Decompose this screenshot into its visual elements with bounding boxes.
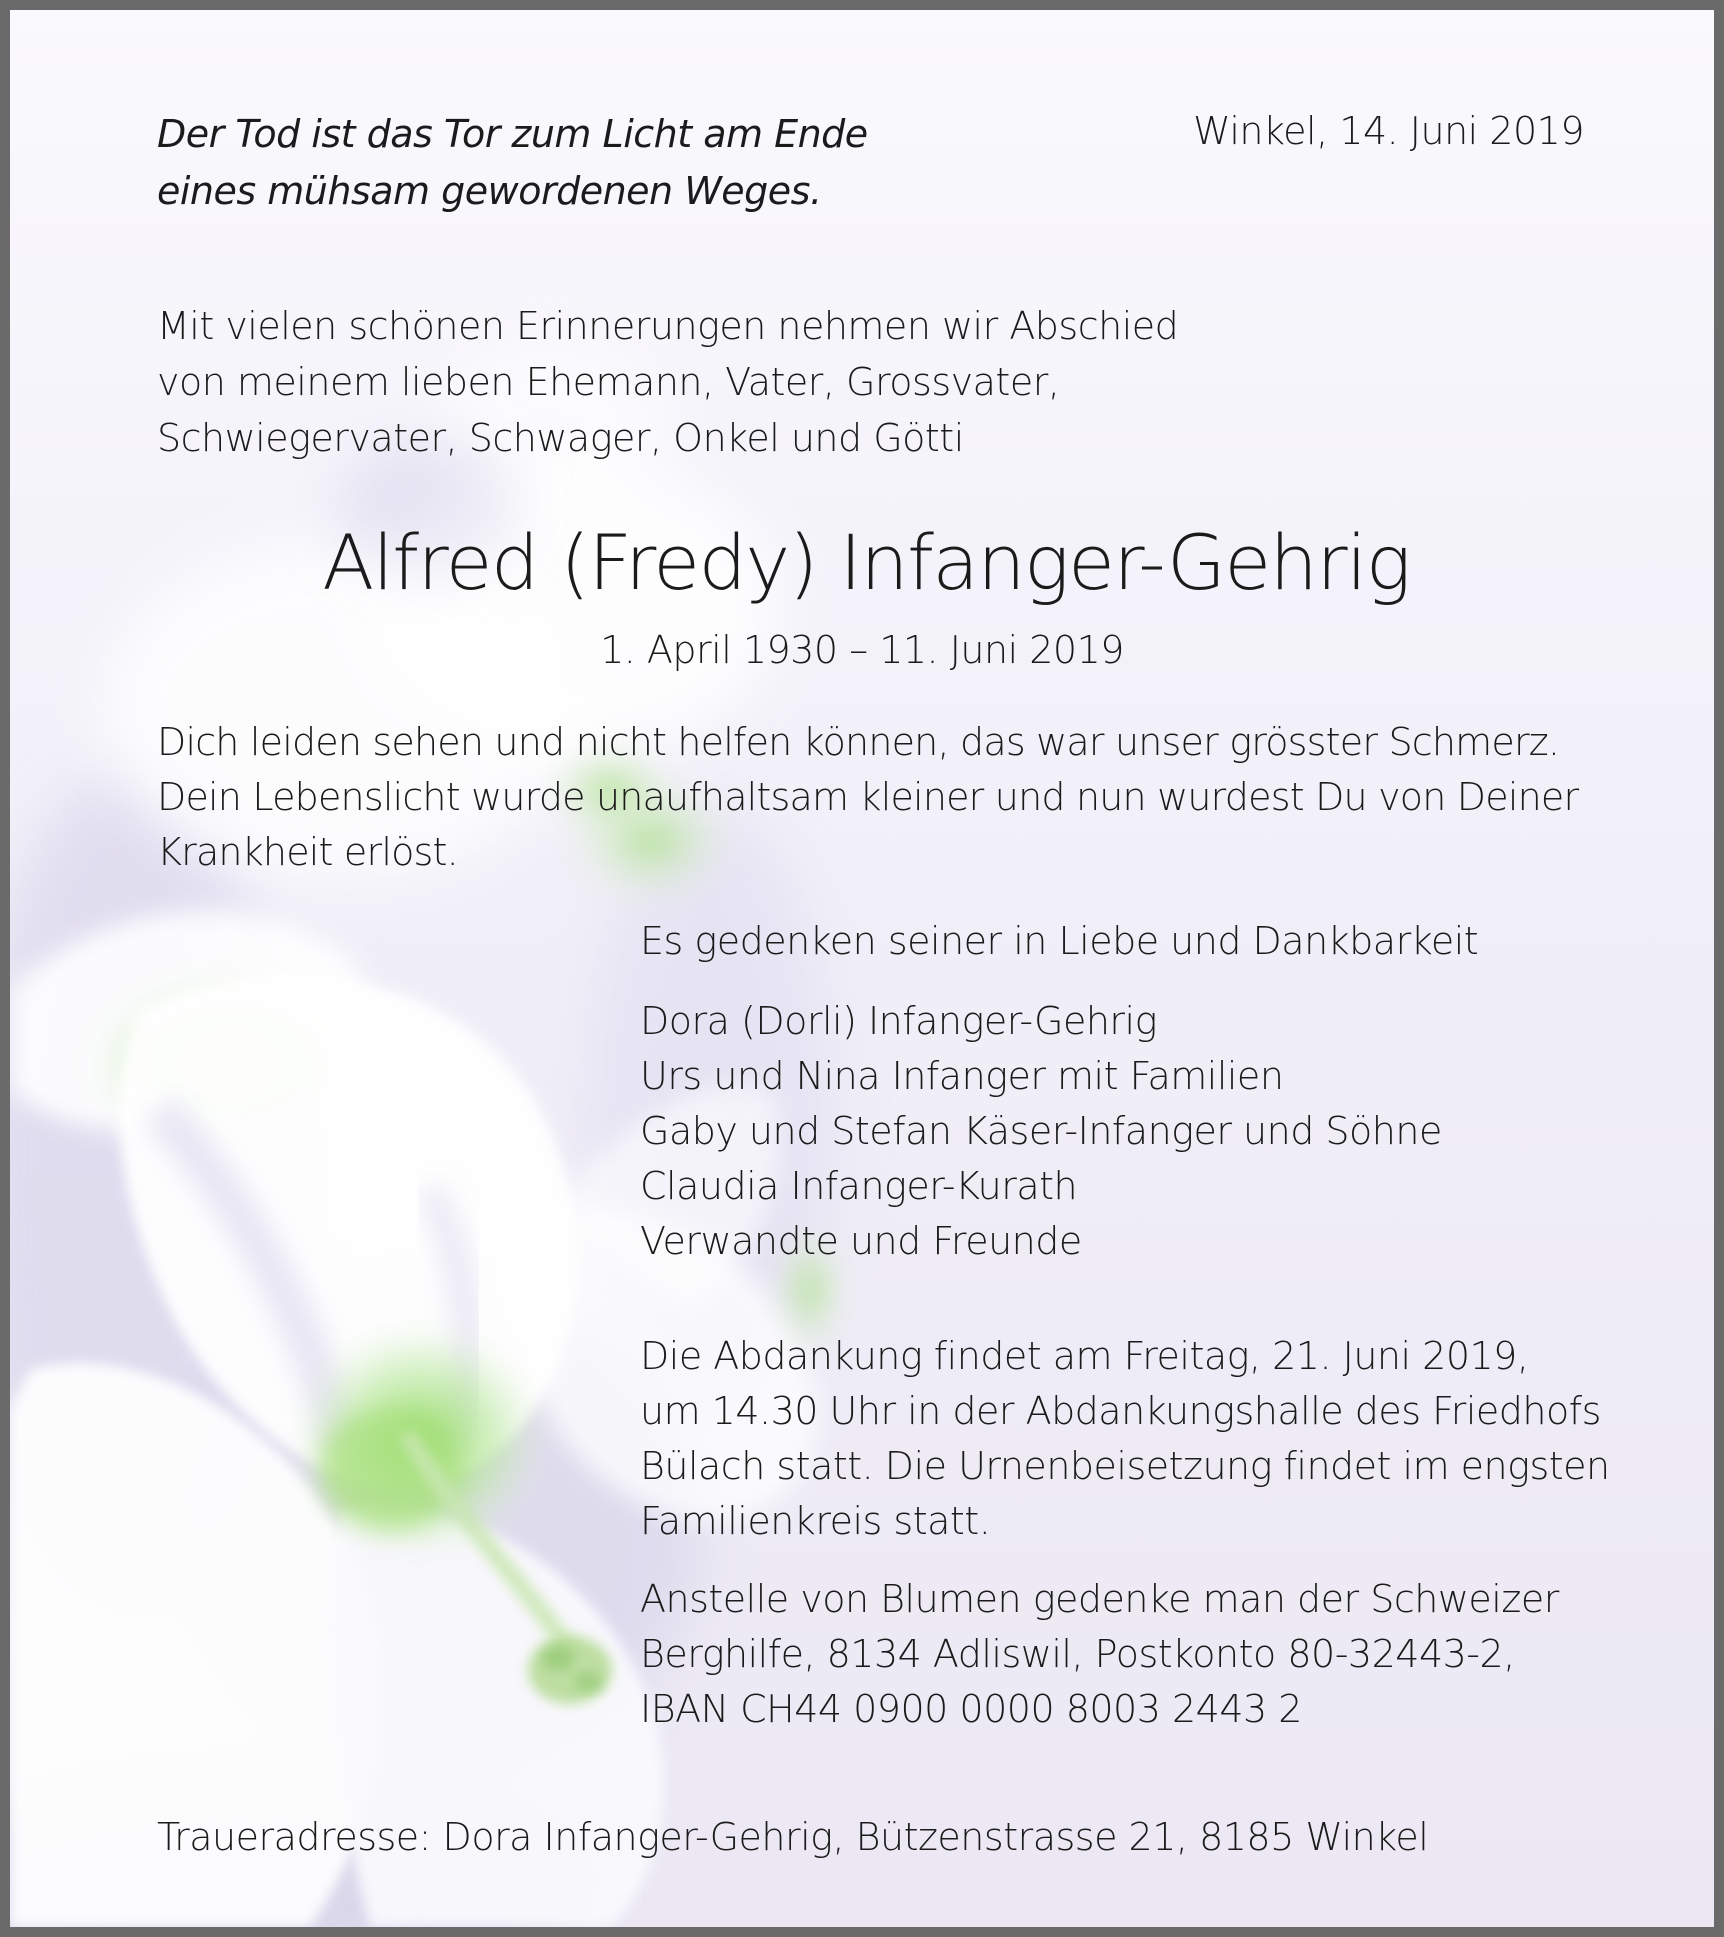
farewell-text [157,715,1578,880]
mourner-item: Dora (Dorli) Infanger-Gehrig [640,999,1157,1043]
donation-line: Berghilfe, 8134 Adliswil, Postkonto 80-32443-2, [640,1632,1515,1676]
obituary-page [10,10,1714,1927]
donation-info [640,1572,1559,1737]
motto-line: eines mühsam gewordenen Weges. [157,169,822,213]
mourner-item: Claudia Infanger-Kurath [640,1164,1078,1208]
ceremony-line: Familienkreis statt. [640,1499,991,1543]
motto-line: Der Tod ist das Tor zum Licht am Ende [157,112,868,156]
mourner-item: Verwandte und Freunde [640,1219,1082,1263]
mourning-heading: Es gedenken seiner in Liebe und Dankbarkeit [640,919,1479,963]
intro-line: von meinem lieben Ehemann, Vater, Grossvater, [157,360,1060,404]
intro-text [157,298,1178,466]
farewell-line: Dein Lebenslicht wurde unaufhaltsam kleiner und nun wurdest Du von Deiner [157,775,1579,819]
deceased-name: Alfred (Fredy) Infanger-Gehrig [322,518,1410,607]
donation-line: Anstelle von Blumen gedenke man der Schweizer [640,1577,1559,1621]
farewell-line: Dich leiden sehen und nicht helfen können, das war unser grösster Schmerz. [157,720,1560,764]
ceremony-line: Die Abdankung findet am Freitag, 21. Juni 2019, [640,1334,1529,1378]
ceremony-line: um 14.30 Uhr in der Abdankungshalle des Friedhofs [640,1389,1601,1433]
lifespan-dates: 1. April 1930 – 11. Juni 2019 [600,628,1124,672]
mourner-item: Gaby und Stefan Käser-Infanger und Söhne [640,1109,1442,1153]
donation-line: IBAN CH44 0900 0000 8003 2443 2 [640,1687,1302,1731]
ceremony-line: Bülach statt. Die Urnenbeisetzung findet im engsten [640,1444,1610,1488]
farewell-line: Krankheit erlöst. [157,830,458,874]
mourning-address: Traueradresse: Dora Infanger-Gehrig, Bützenstrasse 21, 8185 Winkel [157,1815,1429,1859]
intro-line: Mit vielen schönen Erinnerungen nehmen wir Abschied [157,304,1179,348]
memorial-motto [157,106,868,220]
intro-line: Schwiegervater, Schwager, Onkel und Götti [157,416,964,460]
ceremony-details [640,1329,1610,1549]
mourner-item: Urs und Nina Infanger mit Familien [640,1054,1284,1098]
mourners-list [640,994,1442,1269]
place-and-date: Winkel, 14. Juni 2019 [1193,109,1584,153]
